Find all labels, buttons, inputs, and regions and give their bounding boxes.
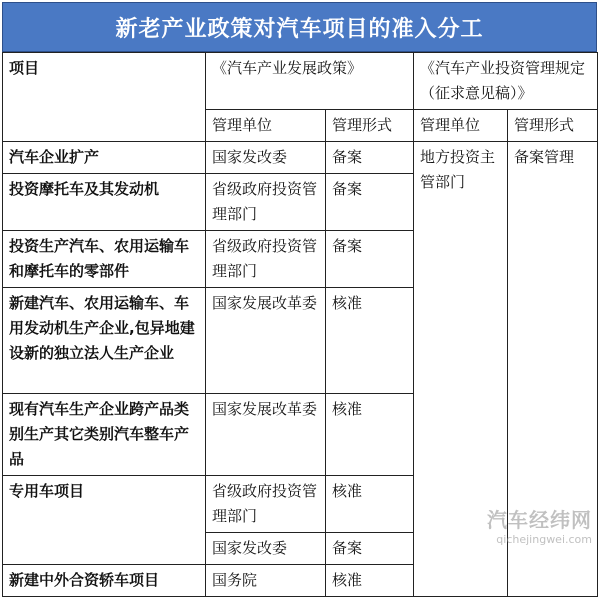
project-cell: 投资摩托车及其发动机 — [3, 174, 206, 231]
form-cell: 备案 — [326, 533, 414, 565]
unit-cell: 国家发展改革委 — [206, 394, 326, 476]
header-unit-new: 管理单位 — [414, 110, 508, 142]
project-cell: 新建汽车、农用运输车、车用发动机生产企业,包异地建设新的独立法人生产企业 — [3, 288, 206, 394]
new-policy-unit-cell: 地方投资主管部门 — [414, 142, 508, 597]
project-cell: 现有汽车生产企业跨产品类别生产其它类别汽车整车产品 — [3, 394, 206, 476]
header-form-old: 管理形式 — [326, 110, 414, 142]
form-cell: 核准 — [326, 476, 414, 533]
new-policy-form-cell: 备案管理 — [508, 142, 598, 597]
project-cell: 汽车企业扩产 — [3, 142, 206, 174]
unit-cell: 国家发改委 — [206, 533, 326, 565]
header-project: 项目 — [3, 53, 206, 142]
form-cell: 备案 — [326, 174, 414, 231]
unit-cell: 国家发改委 — [206, 142, 326, 174]
unit-cell: 省级政府投资管理部门 — [206, 174, 326, 231]
project-cell: 专用车项目 — [3, 476, 206, 565]
watermark-name: 汽车经纬网 — [487, 508, 592, 532]
header-new-policy: 《汽车产业投资管理规定（征求意见稿）》 — [414, 53, 598, 110]
unit-cell: 国家发展改革委 — [206, 288, 326, 394]
watermark-url: qichejingwei.com — [496, 533, 592, 546]
header-form-new: 管理形式 — [508, 110, 598, 142]
project-cell: 新建中外合资轿车项目 — [3, 565, 206, 597]
unit-cell: 省级政府投资管理部门 — [206, 476, 326, 533]
header-row — [3, 53, 598, 110]
form-cell: 备案 — [326, 142, 414, 174]
policy-table — [2, 52, 598, 597]
table-row — [3, 142, 598, 174]
form-cell: 核准 — [326, 394, 414, 476]
header-unit-old: 管理单位 — [206, 110, 326, 142]
unit-cell: 国务院 — [206, 565, 326, 597]
project-cell: 投资生产汽车、农用运输车和摩托车的零部件 — [3, 231, 206, 288]
page-title: 新老产业政策对汽车项目的准入分工 — [2, 2, 597, 52]
form-cell: 核准 — [326, 565, 414, 597]
unit-cell: 省级政府投资管理部门 — [206, 231, 326, 288]
header-old-policy: 《汽车产业发展政策》 — [206, 53, 414, 110]
form-cell: 备案 — [326, 231, 414, 288]
form-cell: 核准 — [326, 288, 414, 394]
